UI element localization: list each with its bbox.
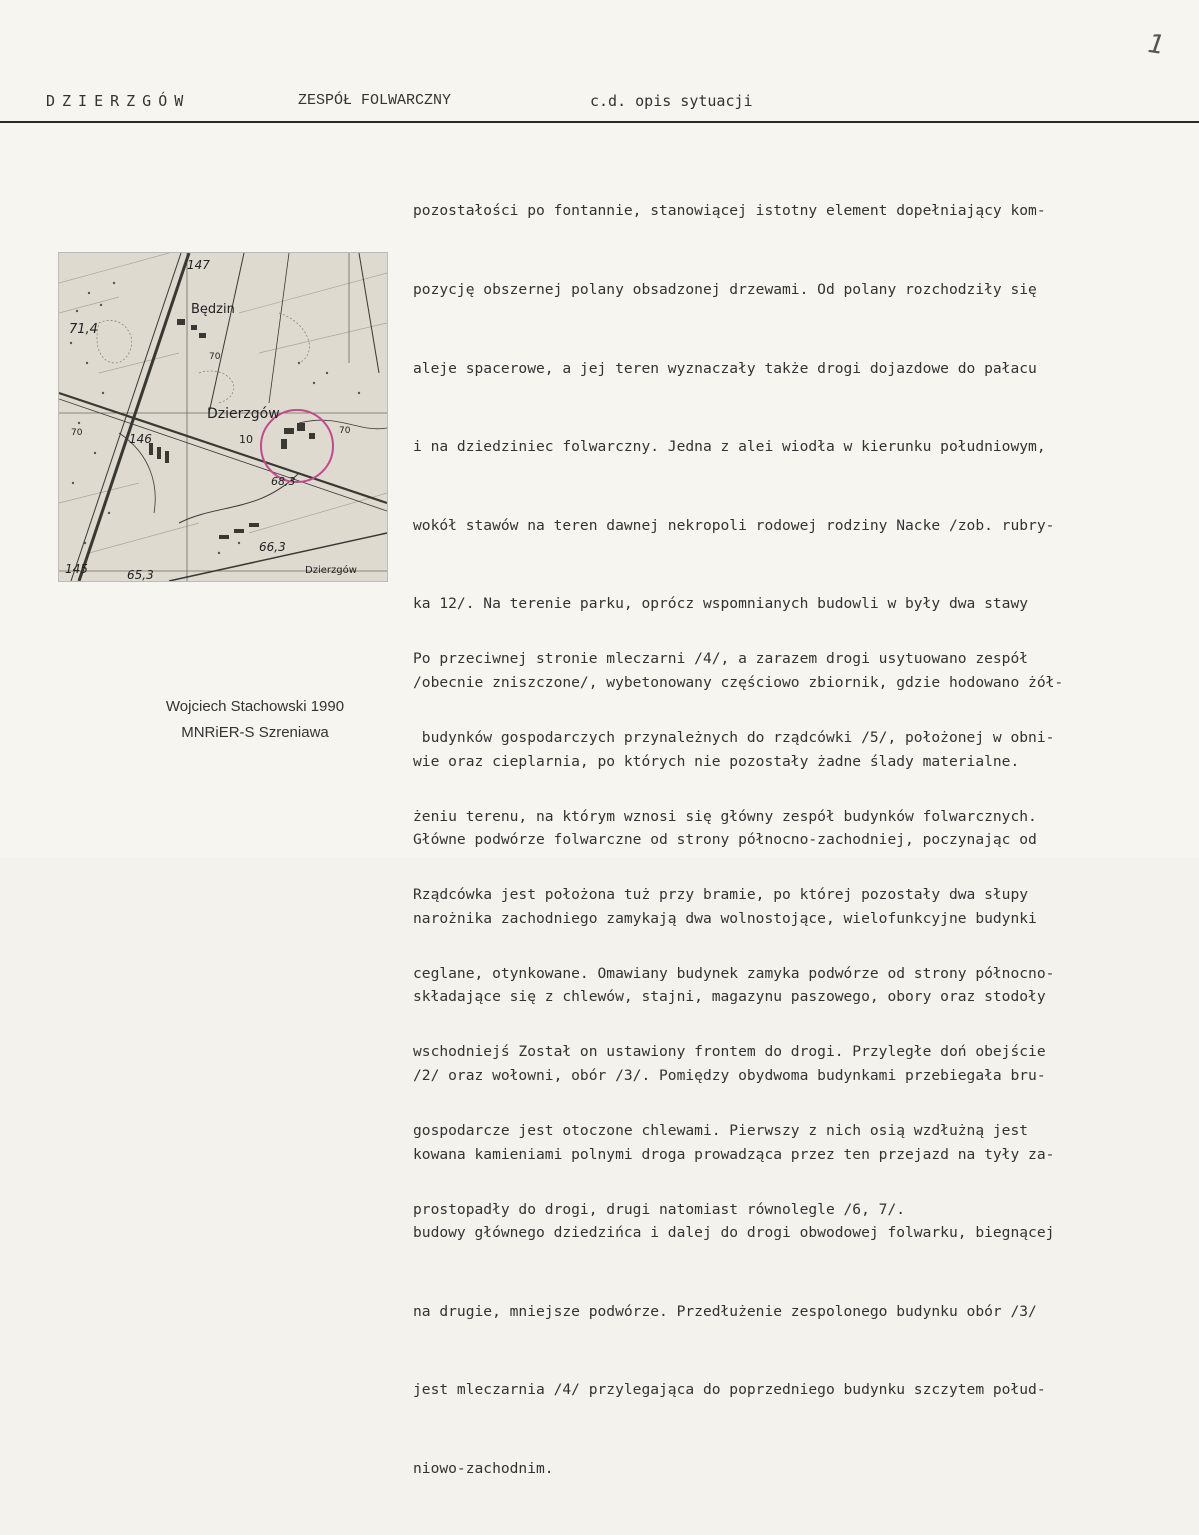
credit-author: Wojciech Stachowski 1990	[165, 698, 345, 715]
header-place: DZIERZGÓW	[46, 92, 191, 110]
elev-145: 145	[65, 562, 88, 576]
elev-71-4: 71,4	[69, 322, 98, 337]
text-line: pozostałości po fontannie, stanowiącej istotny element dopełniający kom-	[413, 202, 1046, 220]
elev-70-c: 70	[71, 428, 83, 438]
text-line: i na dziedziniec folwarczny. Jedna z alei wiodła w kierunku południowym,	[413, 438, 1046, 456]
text-line: składające się z chlewów, stajni, magazynu paszowego, obory oraz stodoły	[413, 988, 1046, 1006]
label-bedzin: Będzin	[191, 302, 235, 317]
credits	[120, 694, 390, 746]
text-line: budowy głównego dziedzińca i dalej do drogi obwodowej folwarku, biegnącej	[413, 1224, 1055, 1242]
text-line: /2/ oraz wołowni, obór /3/. Pomiędzy obydwoma budynkami przebiegała bru-	[413, 1066, 1046, 1084]
text-line: prostopadły do drogi, drugi natomiast równolegle /6, 7/.	[413, 1200, 906, 1218]
location-map	[58, 252, 388, 582]
text-line: aleje spacerowe, a jej teren wyznaczały także drogi dojazdowe do pałacu	[413, 359, 1037, 377]
text-line: Główne podwórze folwarczne od strony północno-zachodniej, poczynając od	[413, 831, 1037, 849]
elev-10: 10	[239, 433, 253, 446]
elev-147: 147	[187, 258, 210, 272]
text-line: narożnika zachodniego zamykają dwa wolnostojące, wielofunkcyjne budynki	[413, 909, 1037, 927]
paragraph-2	[413, 594, 1188, 1275]
elev-146: 146	[129, 432, 152, 446]
text-line: kowana kamieniami polnymi droga prowadząca przez ten przejazd na tyły za-	[413, 1145, 1055, 1163]
document-header	[0, 88, 1199, 122]
text-line: wie oraz cieplarnia, po których nie pozostały żadne ślady materialne.	[413, 752, 1020, 770]
text-line: jest mleczarnia /4/ przylegająca do poprzedniego budynku szczytem połud-	[413, 1381, 1046, 1399]
text-line: pozycję obszernej polany obsadzonej drzewami. Od polany rozchodziły się	[413, 281, 1037, 298]
elev-70-a: 70	[209, 352, 221, 362]
elev-68-3: 68,3	[271, 475, 296, 488]
credit-institution: MNRiER-S Szreniawa	[181, 724, 329, 741]
text-line: niowo-zachodnim.	[413, 1459, 554, 1477]
text-line: żeniu terenu, na którym wznosi się główny zespół budynków folwarcznych.	[413, 807, 1037, 825]
text-line: Po przeciwnej stronie mleczarni /4/, a zarazem drogi usytuowano zespół	[413, 650, 1029, 668]
text-line: ceglane, otynkowane. Omawiany budynek zamyka podwórze od strony północno-	[413, 964, 1055, 982]
elev-70-b: 70	[339, 426, 351, 436]
text-line: /obecnie zniszczone/, wybetonowany częściowo zbiornik, gdzie hodowano żół-	[413, 673, 1064, 691]
header-rule	[0, 121, 1199, 123]
text-line: budynków gospodarczych przynależnych do rządcówki /5/, położonej w obni-	[413, 729, 1055, 746]
text-line: gospodarcze jest otoczone chlewami. Pierwszy z nich osią wzdłużną jest	[413, 1121, 1029, 1139]
text-line: na drugie, mniejsze podwórze. Przedłużenie zespolonego budynku obór /3/	[413, 1302, 1037, 1320]
header-section: c.d. opis sytuacji	[590, 92, 753, 110]
elev-66-3: 66,3	[259, 540, 286, 554]
elev-65-3: 65,3	[127, 568, 154, 581]
text-line: Rządcówka jest położona tuż przy bramie, po której pozostały dwa słupy	[413, 886, 1029, 904]
text-line: ka 12/. Na terenie parku, oprócz wspomnianych budowli w były dwa stawy	[413, 595, 1029, 613]
page-number: 1	[1146, 28, 1168, 62]
label-dzierzgow-small: Dzierzgów	[305, 565, 357, 576]
text-line: wokół stawów na teren dawnej nekropoli rodowej rodziny Nacke /zob. rubry-	[413, 516, 1055, 534]
header-complex: ZESPÓŁ FOLWARCZNY	[298, 92, 452, 109]
label-dzierzgow: Dzierzgów	[207, 406, 280, 422]
map-graphic	[59, 253, 387, 581]
text-line: wschodniejś Został on ustawiony frontem do drogi. Przyległe doń obejście	[413, 1043, 1046, 1061]
